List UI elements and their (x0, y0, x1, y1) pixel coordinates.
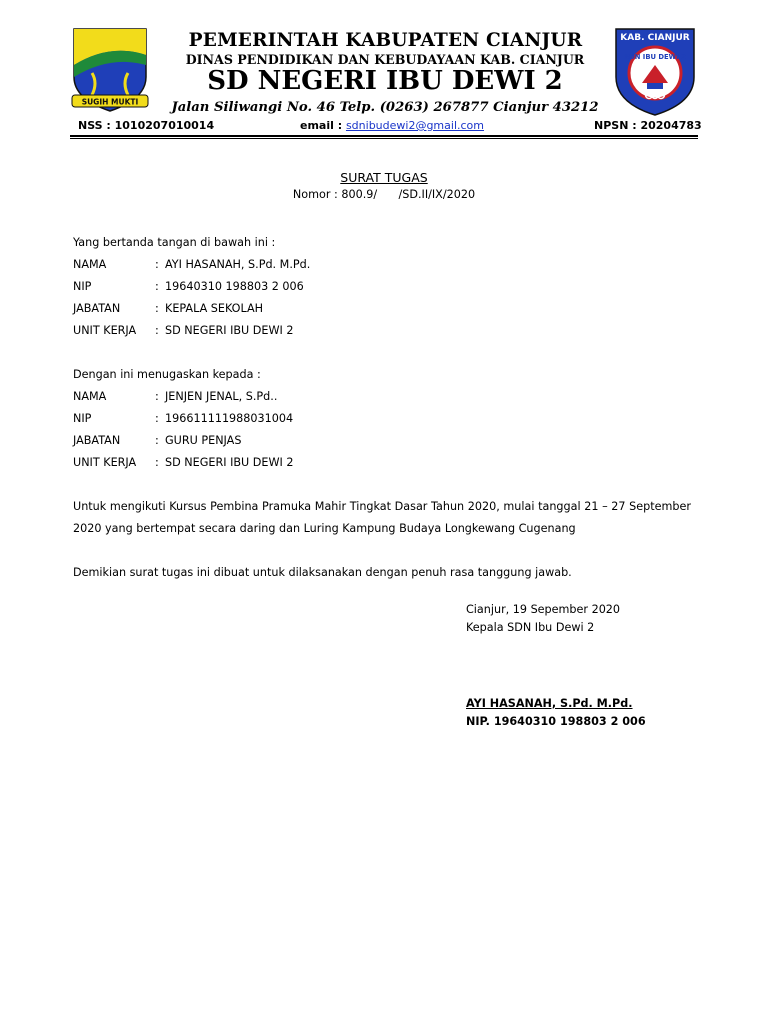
letterhead-divider-thin (70, 138, 698, 139)
letterhead-divider (70, 135, 698, 137)
letterhead-department: DINAS PENDIDIKAN DAN KEBUDAYAAN KAB. CIANJUR (185, 52, 585, 67)
intro-assignee: Dengan ini menugaskan kepada : (73, 368, 261, 381)
closing-sentence: Demikian surat tugas ini dibuat untuk dilaksanakan dengan penuh rasa tanggung jawab. (73, 566, 572, 579)
letterhead-school-name: SD NEGERI IBU DEWI 2 (207, 66, 563, 96)
colon: : (155, 412, 159, 425)
colon: : (155, 258, 159, 271)
assignee-name-value: JENJEN JENAL, S.Pd.. (165, 390, 278, 403)
assignee-position-value: GURU PENJAS (165, 434, 242, 447)
email-line (300, 119, 484, 132)
assignee-unit-label: UNIT KERJA (73, 456, 137, 469)
letterhead-government: PEMERINTAH KABUPATEN CIANJUR (188, 30, 583, 51)
signer-unit-label: UNIT KERJA (73, 324, 137, 337)
crest-motto: SUGIH MUKTI (81, 97, 139, 107)
assignee-nip-label: NIP (73, 412, 92, 425)
assignment-purpose: Untuk mengikuti Kursus Pembina Pramuka Mahir Tingkat Dasar Tahun 2020, mulai tanggal 21 – 27 September 2020 yang bertempat secara daring dan Luring Kampung Budaya Longkewang Cugenang (73, 500, 691, 535)
svg-text:SDN IBU DEWI 2: SDN IBU DEWI 2 (624, 53, 686, 61)
school-badge-icon (612, 25, 698, 117)
letterhead-address: Jalan Siliwangi No. 46 Telp. (0263) 267877 Cianjur 43212 (171, 100, 599, 115)
signer-nip-value: 19640310 198803 2 006 (165, 280, 304, 293)
colon: : (155, 434, 159, 447)
signer-position-value: KEPALA SEKOLAH (165, 302, 264, 315)
intro-signer: Yang bertanda tangan di bawah ini : (73, 236, 276, 249)
signature-name: AYI HASANAH, S.Pd. M.Pd. (466, 697, 633, 710)
assignee-unit-value: SD NEGERI IBU DEWI 2 (165, 456, 294, 469)
email-link[interactable]: sdnibudewi2@gmail.com (345, 119, 484, 132)
letter-title: SURAT TUGAS (340, 170, 428, 185)
email-label: email : (300, 119, 346, 132)
cianjur-regency-crest-icon (70, 25, 150, 115)
assignee-position-label: JABATAN (73, 434, 121, 447)
signer-title: Kepala SDN Ibu Dewi 2 (466, 621, 595, 634)
colon: : (155, 280, 159, 293)
colon: : (155, 324, 159, 337)
nss-number: NSS : 1010207010014 (78, 119, 215, 132)
colon: : (155, 302, 159, 315)
letter-number: Nomor : 800.9/ /SD.II/IX/2020 (292, 188, 476, 201)
signer-unit-value: SD NEGERI IBU DEWI 2 (165, 324, 294, 337)
place-date: Cianjur, 19 Sepember 2020 (466, 603, 621, 616)
signature-nip: NIP. 19640310 198803 2 006 (466, 715, 646, 728)
assignee-name-label: NAMA (73, 390, 107, 403)
npsn-number: NPSN : 20204783 (594, 119, 702, 132)
svg-text:KAB. CIANJUR: KAB. CIANJUR (620, 33, 690, 43)
signer-position-label: JABATAN (73, 302, 121, 315)
colon: : (155, 456, 159, 469)
colon: : (155, 390, 159, 403)
signer-name-value: AYI HASANAH, S.Pd. M.Pd. (165, 258, 311, 271)
assignee-nip-value: 196611111988031004 (165, 412, 294, 425)
signer-nip-label: NIP (73, 280, 92, 293)
signer-name-label: NAMA (73, 258, 107, 271)
